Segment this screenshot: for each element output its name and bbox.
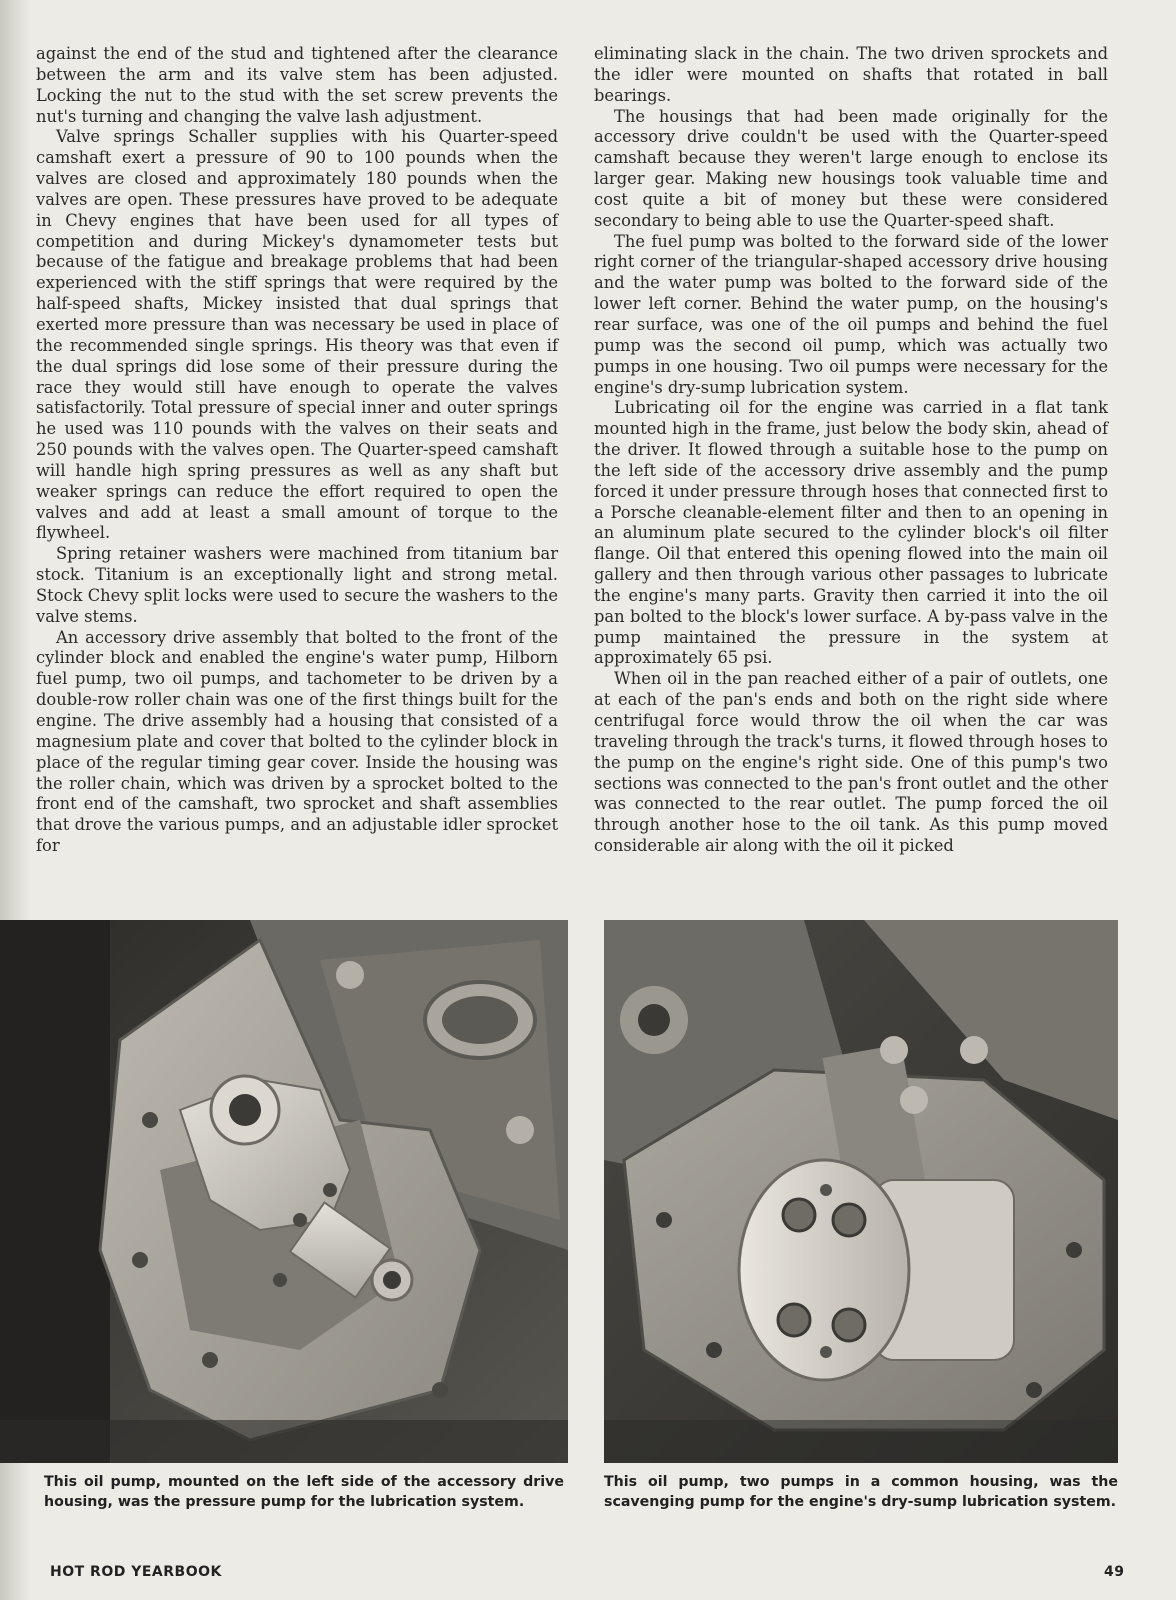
publication-title: HOT ROD YEARBOOK (50, 1564, 222, 1580)
paragraph: against the end of the stud and tightened after the clearance between the arm and its valve stem has been adjusted. Locking the nut to the stud with the set screw prevents the nut's turning and changing the valve lash adjustment. (36, 44, 558, 126)
photo-caption-right: This oil pump, two pumps in a common housing, was the scavenging pump for the engine's dry-sump lubrication system. (604, 1474, 1118, 1510)
photo-caption-left: This oil pump, mounted on the left side of the accessory drive housing, was the pressure pump for the lubrication system. (44, 1474, 564, 1510)
page-number: 49 (1104, 1564, 1125, 1580)
article-column-left (36, 44, 558, 857)
scavenging-pump-illustration (604, 920, 1118, 1463)
pressure-pump-illustration (0, 920, 568, 1463)
paragraph: The fuel pump was bolted to the forward side of the lower right corner of the triangular-shaped accessory drive housing and the water pump was bolted to the forward side of the lower left corner. Behind the water pump, on the housing's rear surface, was one of the oil pumps and behind the fuel pump was the second oil pump, which was actually two pumps in one housing. Two oil pumps were necessary for the engine's dry-sump lubrication system. (594, 231, 1108, 397)
paragraph: Valve springs Schaller supplies with his Quarter-speed camshaft exert a pressure of 90 to 100 pounds when the valves are closed and approximately 180 pounds when the valves are open. These pressures have proved to be adequate in Chevy engines that have been used for all types of competition and during Mickey's dynamometer tests but because of the fatigue and breakage problems that had been experienced with the stiff springs that were required by the half-speed shafts, Mickey insisted that dual springs that exerted more pressure than was necessary be used in place of the recommended single springs. His theory was that even if the dual springs did lose some of their pressure during the race they would still have enough to operate the valves satisfactorily. Total pressure of special inner and outer springs he used was 110 pounds with the valves on their seats and 250 pounds with the valves open. The Quarter-speed camshaft will handle high spring pressures as well as any shaft but weaker springs can reduce the effort required to open the valves and add at least a small amount of torque to the flywheel. (36, 127, 558, 543)
paragraph: Spring retainer washers were machined from titanium bar stock. Titanium is an exceptionally light and strong metal. Stock Chevy split locks were used to secure the washers to the valve stems. (36, 544, 558, 626)
photo-pressure-oil-pump (0, 920, 568, 1463)
article-column-right (594, 44, 1108, 857)
paragraph: eliminating slack in the chain. The two driven sprockets and the idler were mounted on shafts that rotated in ball bearings. (594, 44, 1108, 105)
photo-scavenging-oil-pump (604, 920, 1118, 1463)
paragraph: When oil in the pan reached either of a pair of outlets, one at each of the pan's ends and both on the right side where centrifugal force would throw the oil when the car was traveling through the track's turns, it flowed through hoses to the pump on the engine's right side. One of this pump's two sections was connected to the pan's front outlet and the other was connected to the rear outlet. The pump forced the oil through another hose to the oil tank. As this pump moved considerable air along with the oil it picked (594, 669, 1108, 856)
paragraph: The housings that had been made originally for the accessory drive couldn't be used with the Quarter-speed camshaft because they weren't large enough to enclose its larger gear. Making new housings took valuable time and cost quite a bit of money but these were considered secondary to being able to use the Quarter-speed shaft. (594, 106, 1108, 230)
paragraph: An accessory drive assembly that bolted to the front of the cylinder block and enabled the engine's water pump, Hilborn fuel pump, two oil pumps, and tachometer to be driven by a double-row roller chain was one of the first things built for the engine. The drive assembly had a housing that consisted of a magnesium plate and cover that bolted to the cylinder block in place of the regular timing gear cover. Inside the housing was the roller chain, which was driven by a sprocket bolted to the front end of the camshaft, two sprocket and shaft assemblies that drove the various pumps, and an adjustable idler sprocket for (36, 627, 558, 856)
paragraph: Lubricating oil for the engine was carried in a flat tank mounted high in the frame, just below the body skin, ahead of the driver. It flowed through a suitable hose to the pump on the left side of the accessory drive assembly and the pump forced it under pressure through hoses that connected first to a Porsche cleanable-element filter and then to an opening in an aluminum plate secured to the cylinder block's oil filter flange. Oil that entered this opening flowed into the main oil gallery and then through various other passages to lubricate the engine's many parts. Gravity then carried it into the oil pan bolted to the block's lower surface. A by-pass valve in the pump maintained the pressure in the system at approximately 65 psi. (594, 398, 1108, 668)
